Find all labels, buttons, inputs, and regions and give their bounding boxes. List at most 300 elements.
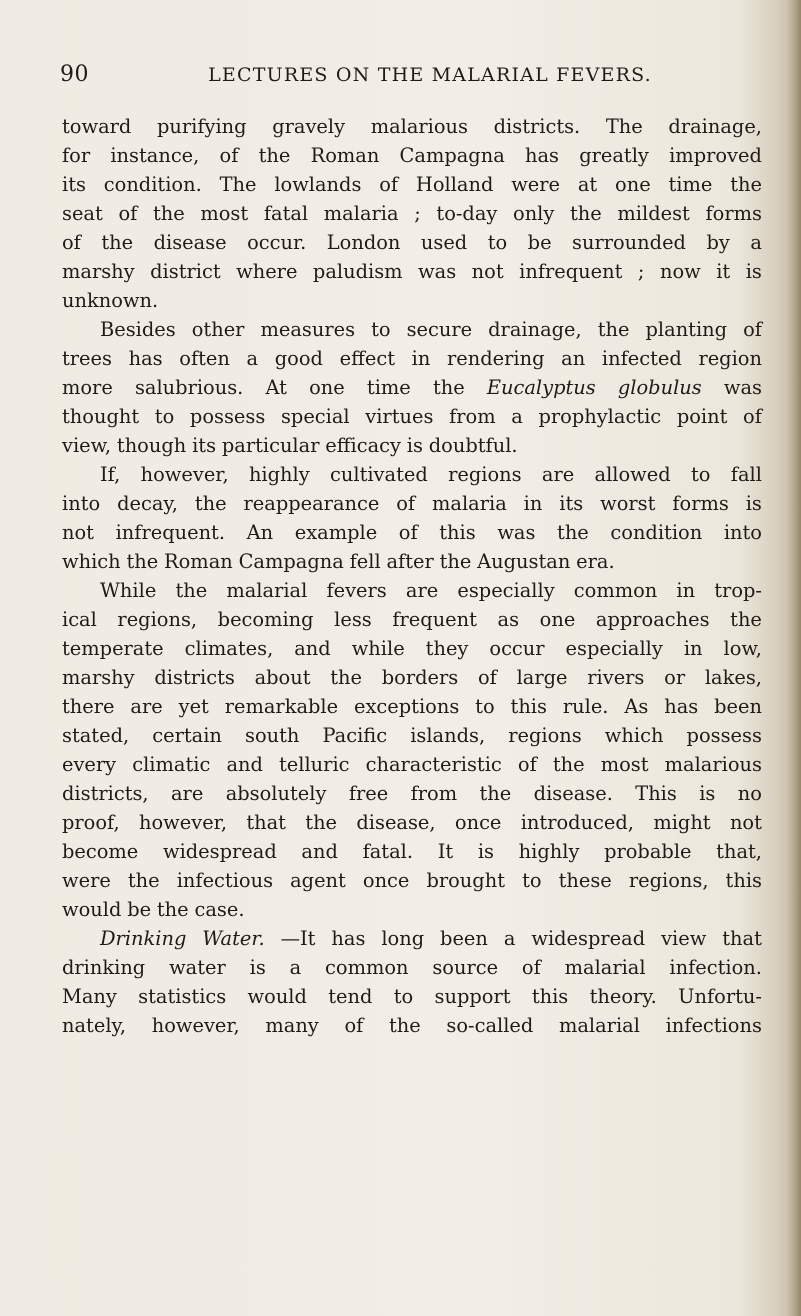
word: climatic <box>132 753 211 776</box>
word: by <box>706 231 730 254</box>
word: becoming <box>217 608 314 631</box>
word: Roman <box>310 144 380 167</box>
word: unknown. <box>62 289 159 312</box>
word: good <box>274 347 323 370</box>
word: nately, <box>62 1014 127 1037</box>
word: approaches <box>595 608 710 631</box>
word: Besides <box>100 318 176 341</box>
word: the <box>127 869 160 892</box>
word: which <box>62 550 121 573</box>
word: the <box>388 1014 421 1037</box>
word: virtues <box>365 405 434 428</box>
word: An <box>246 521 274 544</box>
word: is <box>745 260 762 283</box>
word: measures <box>260 318 356 341</box>
text-line <box>62 228 762 257</box>
word: fell <box>349 550 381 573</box>
word: not <box>62 521 94 544</box>
word: The <box>605 115 643 138</box>
word: thought <box>62 405 140 428</box>
word: are <box>541 463 575 486</box>
word: theory. <box>589 985 657 1008</box>
word: especially <box>565 637 663 660</box>
word: particular <box>221 434 320 457</box>
word: district <box>150 260 221 283</box>
word: view, <box>62 434 112 457</box>
word: exceptions <box>354 695 460 718</box>
word: occur. <box>247 231 307 254</box>
word: of <box>219 144 239 167</box>
word: free <box>348 782 389 805</box>
text-line <box>62 982 762 1011</box>
text-line <box>62 170 762 199</box>
word: a <box>289 956 302 979</box>
text-line <box>62 489 762 518</box>
word: in <box>683 637 703 660</box>
text-line <box>62 750 762 779</box>
word: would <box>247 985 307 1008</box>
word: to <box>522 869 542 892</box>
word: salubrious. <box>134 376 244 399</box>
page-header <box>60 62 760 92</box>
word: the <box>152 202 185 225</box>
word: has <box>128 347 163 370</box>
word: an <box>561 347 586 370</box>
word: many <box>265 1014 319 1037</box>
italic-word: Drinking <box>100 927 187 950</box>
word: most <box>600 753 649 776</box>
word: malarial <box>226 579 308 602</box>
word: water <box>169 956 226 979</box>
word: these <box>558 869 612 892</box>
word: malarial <box>564 956 646 979</box>
word: marshy <box>62 666 135 689</box>
word: however, <box>151 1014 240 1037</box>
word: the <box>597 318 630 341</box>
word: efficacy <box>325 434 401 457</box>
word: paludism <box>312 260 403 283</box>
word: the <box>330 666 363 689</box>
word: of <box>517 753 537 776</box>
word: is <box>477 840 494 863</box>
word: borders <box>381 666 459 689</box>
word: in <box>676 579 696 602</box>
text-line <box>62 953 762 982</box>
word: infected <box>601 347 682 370</box>
word: to <box>691 463 711 486</box>
word: purifying <box>156 115 247 138</box>
word: highly <box>248 463 310 486</box>
word: —It <box>280 927 316 950</box>
word: ; <box>637 260 645 283</box>
word: drinking <box>62 956 146 979</box>
text-line <box>62 315 762 344</box>
italic-word: Water. <box>202 927 265 950</box>
running-head: LECTURES ON THE MALARIAL FEVERS. <box>208 64 652 86</box>
word: support <box>434 985 511 1008</box>
text-line <box>62 257 762 286</box>
word: example <box>294 521 378 544</box>
word: fevers <box>326 579 387 602</box>
word: forms <box>705 202 762 225</box>
word: might <box>653 811 711 834</box>
word: less <box>334 608 372 631</box>
word: rivers <box>587 666 645 689</box>
word: effect <box>339 347 395 370</box>
word: its <box>559 492 584 515</box>
word: fatal. <box>362 840 414 863</box>
word: infections <box>665 1014 762 1037</box>
word: that <box>722 927 762 950</box>
word: into <box>723 521 762 544</box>
word: a <box>511 405 523 428</box>
word: Pacific <box>322 724 388 747</box>
word: of <box>477 666 497 689</box>
text-line <box>62 344 762 373</box>
word: trees <box>62 347 112 370</box>
word: after <box>386 550 434 573</box>
word: in <box>523 492 543 515</box>
word: view <box>661 927 707 950</box>
word: the <box>175 579 208 602</box>
word: districts <box>154 666 235 689</box>
word: mildest <box>617 202 690 225</box>
word: widespread <box>162 840 277 863</box>
text-line <box>62 141 762 170</box>
word: climates, <box>184 637 274 660</box>
word: of <box>379 173 399 196</box>
word: case. <box>194 898 245 921</box>
word: been <box>714 695 762 718</box>
word: this <box>725 869 762 892</box>
text-line <box>62 286 762 315</box>
text-line <box>62 112 762 141</box>
word: disease. <box>533 782 613 805</box>
word: this <box>510 695 547 718</box>
word: stated, <box>62 724 130 747</box>
word: Roman <box>164 550 233 573</box>
word: forms <box>672 492 729 515</box>
word: proof, <box>62 811 120 834</box>
word: of <box>743 318 762 341</box>
word: south <box>245 724 300 747</box>
word: the <box>479 782 512 805</box>
word: of <box>398 521 418 544</box>
word: As <box>624 695 649 718</box>
word: instance, <box>110 144 200 167</box>
word: islands, <box>410 724 486 747</box>
word: malarial <box>558 1014 640 1037</box>
word: the <box>557 521 589 544</box>
word: frequent <box>392 608 477 631</box>
word: toward <box>62 115 132 138</box>
text-line <box>62 779 762 808</box>
word: drainage, <box>668 115 762 138</box>
word: disease, <box>356 811 436 834</box>
text-line <box>62 866 762 895</box>
word: absolutely <box>225 782 327 805</box>
word: the <box>439 550 472 573</box>
word: condition <box>610 521 703 544</box>
word: temperate <box>62 637 164 660</box>
text-line <box>62 663 762 692</box>
word: used <box>420 231 468 254</box>
word: one <box>309 376 345 399</box>
word: at <box>577 173 598 196</box>
word: once <box>362 869 410 892</box>
word: become <box>62 840 139 863</box>
word: While <box>100 579 157 602</box>
word: is <box>699 782 716 805</box>
word: long <box>381 927 425 950</box>
word: has <box>525 144 559 167</box>
word: and <box>226 753 263 776</box>
word: regions <box>508 724 582 747</box>
word: be <box>127 898 152 921</box>
word: that <box>246 811 286 834</box>
word: districts, <box>62 782 149 805</box>
word: statistics <box>138 985 227 1008</box>
text-line <box>62 460 762 489</box>
word: It <box>437 840 454 863</box>
word: era. <box>576 550 615 573</box>
word: was <box>418 260 457 283</box>
word: of <box>396 492 416 515</box>
word: telluric <box>279 753 350 776</box>
word: to-day <box>436 202 498 225</box>
word: while <box>351 637 405 660</box>
word: are <box>405 579 439 602</box>
word: regions <box>448 463 522 486</box>
word: infection. <box>669 956 762 979</box>
text-line <box>62 576 762 605</box>
word: of <box>521 956 541 979</box>
word: into <box>62 492 101 515</box>
word: been <box>440 927 488 950</box>
word: the <box>194 492 227 515</box>
word: where <box>236 260 298 283</box>
text-line <box>62 924 762 953</box>
word: from <box>410 782 458 805</box>
word: doubtful. <box>428 434 518 457</box>
text-line <box>62 199 762 228</box>
word: prophylactic <box>538 405 662 428</box>
word: ical <box>62 608 97 631</box>
word: the <box>570 202 602 225</box>
word: Many <box>62 985 117 1008</box>
word: malarious <box>370 115 468 138</box>
word: however, <box>139 811 227 834</box>
word: not <box>729 811 762 834</box>
word: greatly <box>579 144 649 167</box>
word: infrequent <box>519 260 623 283</box>
word: drainage, <box>488 318 582 341</box>
word: for <box>62 144 91 167</box>
word: so-called <box>446 1014 534 1037</box>
word: possess <box>189 405 266 428</box>
word: region <box>698 347 762 370</box>
word: though <box>116 434 187 457</box>
word: time <box>366 376 411 399</box>
text-line <box>62 895 762 924</box>
word: If, <box>100 463 121 486</box>
word: which <box>604 724 664 747</box>
word: fatal <box>263 202 309 225</box>
word: they <box>425 637 469 660</box>
word: that, <box>716 840 762 863</box>
word: would <box>62 898 122 921</box>
word: the <box>730 173 762 196</box>
word: to <box>475 695 495 718</box>
word: lakes, <box>704 666 762 689</box>
word: the <box>156 898 189 921</box>
word: however, <box>140 463 229 486</box>
word: rendering <box>447 347 545 370</box>
word: gravely <box>272 115 346 138</box>
word: of <box>743 405 762 428</box>
text-line <box>62 373 762 402</box>
word: ; <box>414 202 421 225</box>
word: agent <box>290 869 346 892</box>
word: Campagna <box>399 144 505 167</box>
word: the <box>552 753 585 776</box>
word: allowed <box>594 463 671 486</box>
word: districts. <box>493 115 581 138</box>
word: marshy <box>62 260 135 283</box>
word: decay, <box>117 492 178 515</box>
word: is <box>406 434 423 457</box>
word: the <box>258 144 291 167</box>
text-line <box>62 837 762 866</box>
word: of <box>118 202 138 225</box>
word: its <box>62 173 86 196</box>
word: especially <box>457 579 555 602</box>
word: or <box>664 666 686 689</box>
word: disease <box>153 231 227 254</box>
body-text <box>62 112 762 1040</box>
word: every <box>62 753 117 776</box>
word: possess <box>686 724 762 747</box>
word: worst <box>600 492 656 515</box>
word: the <box>730 608 762 631</box>
word: was <box>723 376 762 399</box>
italic-word: globulus <box>617 376 702 399</box>
word: to <box>154 405 175 428</box>
word: in <box>411 347 431 370</box>
word: and <box>294 637 331 660</box>
word: is <box>745 492 762 515</box>
word: often <box>179 347 230 370</box>
word: At <box>265 376 287 399</box>
word: The <box>219 173 257 196</box>
word: highly <box>518 840 580 863</box>
word: widespread <box>531 927 646 950</box>
word: its <box>192 434 217 457</box>
word: are <box>171 782 204 805</box>
word: London <box>326 231 401 254</box>
word: the <box>101 231 134 254</box>
word: planting <box>645 318 728 341</box>
word: fall <box>730 463 762 486</box>
word: source <box>432 956 499 979</box>
word: the <box>432 376 465 399</box>
word: Unfortu- <box>678 985 762 1008</box>
text-line <box>62 1011 762 1040</box>
word: malaria <box>323 202 399 225</box>
word: certain <box>152 724 222 747</box>
word: infectious <box>176 869 274 892</box>
word: of <box>62 231 81 254</box>
word: is <box>249 956 266 979</box>
word: there <box>62 695 115 718</box>
word: this <box>439 521 476 544</box>
word: occur <box>489 637 545 660</box>
page-number: 90 <box>60 62 89 87</box>
word: lowlands <box>274 173 362 196</box>
text-line <box>62 721 762 750</box>
word: were <box>62 869 111 892</box>
word: brought <box>426 869 505 892</box>
word: malarious <box>664 753 762 776</box>
word: large <box>516 666 568 689</box>
text-line <box>62 518 762 547</box>
word: yet <box>178 695 209 718</box>
word: about <box>254 666 311 689</box>
word: the <box>305 811 338 834</box>
word: regions, <box>117 608 198 631</box>
word: of <box>344 1014 364 1037</box>
word: infrequent. <box>115 521 226 544</box>
word: has <box>331 927 366 950</box>
word: surrounded <box>572 231 686 254</box>
word: one <box>615 173 651 196</box>
word: to <box>393 985 414 1008</box>
word: most <box>200 202 249 225</box>
word: Campagna <box>238 550 344 573</box>
word: no <box>737 782 762 805</box>
word: trop- <box>714 579 762 602</box>
word: improved <box>669 144 762 167</box>
word: This <box>635 782 677 805</box>
word: special <box>280 405 350 428</box>
word: Augustan <box>477 550 571 573</box>
word: a <box>750 231 762 254</box>
word: introduced, <box>520 811 634 834</box>
word: characteristic <box>365 753 502 776</box>
text-line <box>62 431 762 460</box>
word: Holland <box>415 173 494 196</box>
word: other <box>191 318 245 341</box>
word: only <box>513 202 555 225</box>
word: to <box>487 231 508 254</box>
word: malaria <box>432 492 507 515</box>
word: this <box>531 985 569 1008</box>
text-line <box>62 808 762 837</box>
text-line <box>62 547 762 576</box>
word: be <box>527 231 552 254</box>
word: are <box>130 695 163 718</box>
word: has <box>664 695 699 718</box>
word: tend <box>328 985 373 1008</box>
word: the <box>126 550 159 573</box>
word: cultivated <box>330 463 428 486</box>
word: common <box>325 956 409 979</box>
text-line <box>62 634 762 663</box>
word: seat <box>62 202 103 225</box>
word: were <box>511 173 561 196</box>
word: to <box>371 318 391 341</box>
word: and <box>301 840 338 863</box>
